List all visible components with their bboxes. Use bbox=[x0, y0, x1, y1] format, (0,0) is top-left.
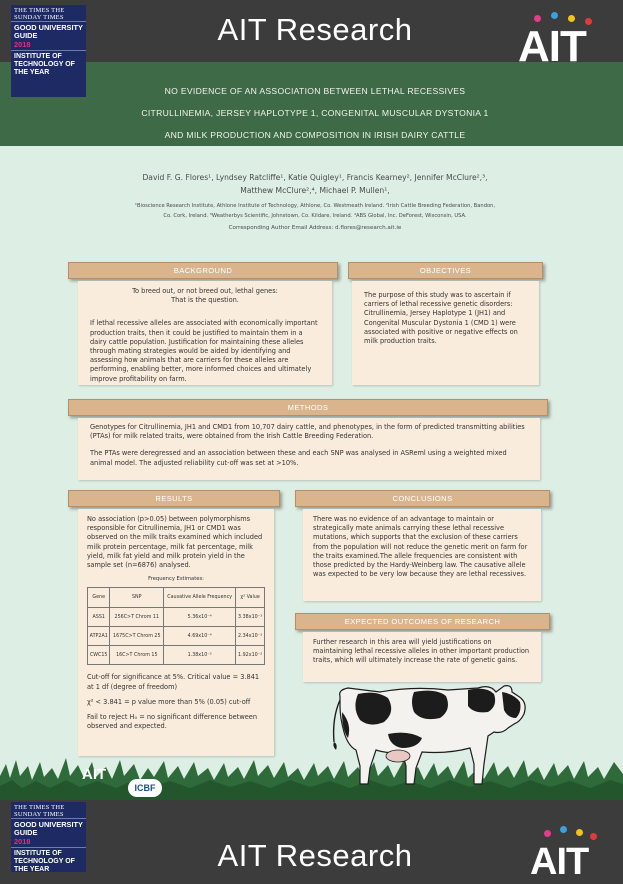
icbf-logo: ICBF bbox=[128, 779, 162, 797]
table-cell: 3.38x10⁻³ bbox=[236, 608, 265, 627]
logo-dot-yellow bbox=[568, 15, 575, 22]
badge-year: 2018 bbox=[14, 40, 31, 49]
methods-para-1: Genotypes for Citrullinemia, JH1 and CMD1 from 10,707 dairy cattle, and phenotypes, in the form of predicted transmitting abilities (PTAs) for milk related traits, were obtained from the Irish Cattle Breeding Federation. bbox=[90, 423, 525, 441]
conclusions-text: There was no evidence of an advantage to maintain or strategically mate animals carrying these lethal recessive mutations, which supports that the exclusion of these carriers from the population will not reduce the genetic merit on farm for the traits examined.The allele frequencies are consistent with those predicted by the Hardy-Weinberg law. The causative allele was expected to be very low because they are lethal recessives. bbox=[313, 515, 528, 579]
expected-outcomes-text: Further research in this area will yield justifications on maintaining lethal recessive alleles in other important production traits, which will ultimately increase the rate of genetic gains. bbox=[313, 638, 530, 665]
results-body bbox=[78, 509, 274, 756]
ait-logo-text: AIT bbox=[530, 841, 589, 883]
table-cell: 256C>T Chrom 11 bbox=[110, 608, 164, 627]
table-header: Causative Allele Frequency bbox=[164, 588, 236, 608]
results-text: No association (p>0.05) between polymorphisms responsible for Citrullinemia, JH1 or CMD1 was observed on the milk traits examined which included milk protein percentage, milk fat percentage, milk yield, milk fat yield and milk protein yield in the sample set (n=6876) analysed. bbox=[87, 515, 263, 570]
table-cell: 2.34x10⁻³ bbox=[236, 627, 265, 646]
table-cell: CWC15 bbox=[88, 646, 110, 665]
table-cell: 1.38x10⁻⁵ bbox=[164, 646, 236, 665]
title-line-2: CITRULLINEMIA, JERSEY HAPLOTYPE 1, CONGENITAL MUSCULAR DYSTONIA 1 bbox=[141, 108, 489, 118]
table-row bbox=[88, 608, 265, 627]
authors-line-1: David F. G. Flores¹, Lyndsey Ratcliffe¹, Katie Quigley¹, Francis Kearney², Jennifer McClure²,³, bbox=[142, 173, 488, 182]
university-guide-badge bbox=[11, 5, 86, 97]
table-cell: 1.92x10⁻² bbox=[236, 646, 265, 665]
title-line-3: AND MILK PRODUCTION AND COMPOSITION IN IRISH DAIRY CATTLE bbox=[164, 130, 466, 140]
ait-logo bbox=[518, 12, 608, 72]
logo-dot-pink bbox=[544, 830, 551, 837]
methods-body bbox=[78, 418, 540, 480]
methods-heading: METHODS bbox=[68, 399, 548, 416]
table-row bbox=[88, 646, 265, 665]
expected-outcomes-heading: EXPECTED OUTCOMES OF RESEARCH bbox=[295, 613, 550, 630]
background-tagline-2: That is the question. bbox=[171, 296, 239, 305]
poster-title bbox=[95, 80, 535, 146]
objectives-heading: OBJECTIVES bbox=[348, 262, 543, 279]
logo-dot-pink bbox=[534, 15, 541, 22]
affiliations bbox=[95, 201, 535, 221]
methods-para-2: The PTAs were deregressed and an association between these and each SNP was analysed in ASReml using a weighted mixed animal model. The adjusted reliability cut-off was set at >10%. bbox=[90, 449, 507, 467]
results-chi-note: χ² < 3.841 = p value more than 5% (0.05) cut-off bbox=[87, 697, 251, 706]
background-body bbox=[78, 281, 332, 385]
footer-title: AIT Research bbox=[217, 838, 413, 873]
background-text: If lethal recessive alleles are associated with economically important production traits, then it could be justified to maintain them in a dairy cattle population. Justification for maintaining these alleles through mating strategies would be aided by identifying and assessing how animals that are carriers for these alleles are performing, enabling better, more informed choices and ultimately improve profitability on farm. bbox=[90, 319, 318, 383]
results-heading: RESULTS bbox=[68, 490, 280, 507]
corresponding-author: Corresponding Author Email Address: d.flores@research.ait.ie bbox=[228, 225, 402, 231]
logo-dot-yellow bbox=[576, 829, 583, 836]
badge-year: 2018 bbox=[14, 837, 31, 846]
frequency-caption: Frequency Estimates: bbox=[148, 576, 204, 583]
title-line-1: NO EVIDENCE OF AN ASSOCIATION BETWEEN LETHAL RECESSIVES bbox=[164, 86, 466, 96]
authors-line-2: Matthew McClure²,⁴, Michael P. Mullen¹, bbox=[240, 186, 390, 195]
logo-dot-red bbox=[585, 18, 592, 25]
logo-dot-blue bbox=[551, 12, 558, 19]
table-cell: ASS1 bbox=[88, 608, 110, 627]
objectives-body bbox=[352, 281, 539, 385]
badge-masthead: THE TIMES THE SUNDAY TIMES bbox=[11, 802, 86, 819]
table-header-row bbox=[88, 588, 265, 608]
badge-guide: GOOD UNIVERSITY GUIDE bbox=[14, 23, 83, 40]
table-header: SNP bbox=[110, 588, 164, 608]
table-cell: ATP2A1 bbox=[88, 627, 110, 646]
table-cell: 4.69x10⁻⁴ bbox=[164, 627, 236, 646]
ait-logo-text: AIT bbox=[518, 22, 586, 71]
results-fail-note: Fail to reject H₀ = no significant difference between observed and expected. bbox=[87, 713, 258, 731]
badge-award: INSTITUTE OF TECHNOLOGY OF THE YEAR bbox=[11, 847, 86, 876]
conclusions-body bbox=[303, 509, 541, 601]
university-guide-badge-footer bbox=[11, 802, 86, 872]
badge-guide: GOOD UNIVERSITY GUIDE bbox=[14, 820, 83, 837]
background-tagline-1: To breed out, or not breed out, lethal genes: bbox=[132, 287, 278, 295]
results-cutoff: Cut-off for significance at 5%. Critical value = 3.841 at 1 df (degree of freedom) bbox=[87, 673, 260, 691]
logo-dot-red bbox=[590, 833, 597, 840]
table-header: χ² Value bbox=[236, 588, 265, 608]
header-title: AIT Research bbox=[217, 12, 413, 47]
badge-masthead: THE TIMES THE SUNDAY TIMES bbox=[11, 5, 86, 22]
table-header: Gene bbox=[88, 588, 110, 608]
logo-dot-blue bbox=[560, 826, 567, 833]
table-cell: 16C>T Chrom 15 bbox=[110, 646, 164, 665]
table-row bbox=[88, 627, 265, 646]
background-heading: BACKGROUND bbox=[68, 262, 338, 279]
affiliation-line-1: ¹Bioscience Research Institute, Athlone Institute of Technology, Athlone, Co. Westmeath Ireland. ²Irish Cattle Breeding Federation, Bandon, bbox=[134, 203, 496, 209]
cow-illustration bbox=[318, 672, 530, 792]
table-cell: 1675C>T Chrom 25 bbox=[110, 627, 164, 646]
affiliation-line-2: Co. Cork, Ireland. ³Weatherbys Scientific, Johnstown, Co. Kildare, Ireland. ⁴ABS Global, Inc. DeForest, Wisconsin, USA. bbox=[163, 213, 467, 219]
badge-award: INSTITUTE OF TECHNOLOGY OF THE YEAR bbox=[11, 50, 86, 79]
frequency-table bbox=[87, 587, 265, 665]
table-cell: 5.36x10⁻⁴ bbox=[164, 608, 236, 627]
authors bbox=[95, 171, 535, 197]
ait-logo-footer bbox=[530, 824, 620, 884]
objectives-text: The purpose of this study was to ascertain if carriers of lethal recessive genetic disorders: Citrullinemia, Jersey Haplotype 1 (JH1) and Congenital Muscular Dystonia 1 (CMD 1) were associated with positive or negative effects on milk production traits. bbox=[364, 291, 518, 346]
conclusions-heading: CONCLUSIONS bbox=[295, 490, 550, 507]
partner-ait-logo: AIT bbox=[82, 766, 107, 783]
